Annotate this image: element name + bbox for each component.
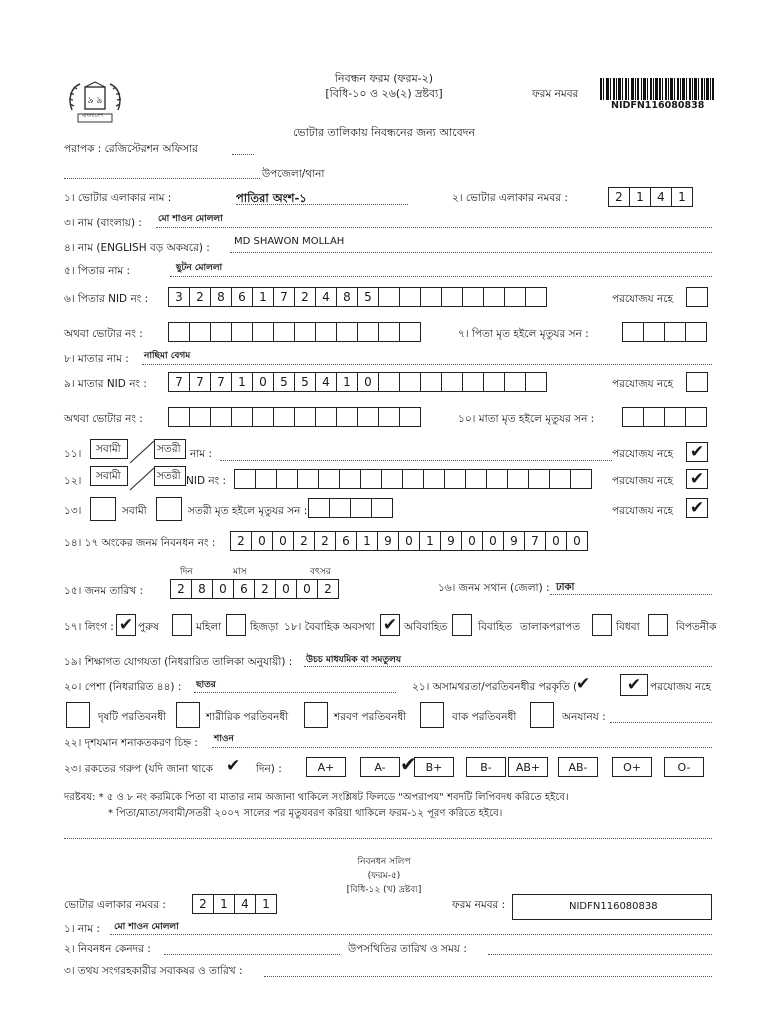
digit-box[interactable]: 1 [252,287,274,307]
digit-box[interactable]: 0 [275,579,297,599]
education-label: ১৯। শিক্ষাগত যোগযতা (নিধরারিত তালিকা অনুযায়ী) : [64,656,293,668]
blood-group-option[interactable]: B- [466,757,506,777]
digit-box[interactable] [441,287,463,307]
digit-box[interactable]: 0 [357,372,379,392]
digit-box[interactable] [399,322,421,342]
occupation-label: ২০। পেশা (নিধরারিত ৪৪) : [64,681,182,693]
digit-box[interactable] [339,469,361,489]
digit-box[interactable] [357,407,379,427]
voter-area-name-value[interactable]: পাতিরা অংশ-১ [236,191,307,205]
slip-name-label: ১। নাম : [64,923,100,935]
digit-box[interactable] [378,372,400,392]
digit-box[interactable] [420,287,442,307]
slip-form: (ফরম-৫) [367,871,401,881]
marital-married-label: বিবাহিত [478,621,513,633]
barcode-text: NIDFN116080838 [611,100,705,111]
digit-box[interactable]: 8 [191,579,213,599]
digit-box[interactable]: 7 [189,372,211,392]
mother-voter-no-label: অথবা ভোটার নং : [64,413,143,425]
digit-box[interactable] [168,322,190,342]
digit-box[interactable]: 2 [254,579,276,599]
digit-box[interactable]: 1 [356,531,378,551]
slash-divider [128,466,156,492]
slip-name-value[interactable]: মো শাওন মোললা [114,922,179,932]
digit-box[interactable] [664,407,686,427]
digit-box[interactable] [483,372,505,392]
digit-box[interactable] [297,469,319,489]
blood-group-option[interactable]: AB- [558,757,598,777]
voter-area-number-boxes[interactable] [608,187,692,207]
digit-box[interactable]: 0 [296,579,318,599]
digit-box[interactable]: 4 [315,372,337,392]
digit-box[interactable]: 0 [272,531,294,551]
digit-box[interactable] [378,407,400,427]
mother-nid-boxes[interactable] [168,372,546,392]
check-mark-icon: ✔ [689,441,705,462]
digit-box[interactable]: 8 [336,287,358,307]
name-bangla-value[interactable]: মো শাওন মোললা [158,214,223,224]
slip-center-label: ২। নিবনধন কেনদর : [64,943,151,955]
check-mark-icon: ✔ [576,674,591,694]
digit-box[interactable] [255,469,277,489]
mother-nid-na-checkbox[interactable] [686,372,708,392]
birth-reg-label: ১৪। ১৭ অংকের জনম নিবনধন নং : [64,537,216,549]
marital-divorced-checkbox[interactable] [592,614,612,636]
digit-box[interactable] [685,407,707,427]
digit-box[interactable] [360,469,382,489]
slip-form-number-label: ফরম নমবর : [452,899,506,911]
spouse-name-na-label: পরযোজয নহে [612,448,673,460]
digit-box[interactable]: 7 [524,531,546,551]
digit-box[interactable] [420,372,442,392]
spouse-death-box-2[interactable] [156,497,182,521]
spouse-wife-option[interactable]: সতরী [154,439,186,459]
digit-box[interactable] [462,287,484,307]
gender-female-checkbox[interactable] [172,614,192,636]
digit-box[interactable] [507,469,529,489]
disability-visual-label: দৃষটি পরতিবনধী [98,711,167,723]
digit-box[interactable] [685,322,707,342]
digit-box[interactable]: 0 [566,531,588,551]
digit-box[interactable] [189,407,211,427]
digit-box[interactable]: 1 [419,531,441,551]
dob-boxes[interactable] [170,579,338,599]
digit-box[interactable] [664,322,686,342]
mother-name-value[interactable]: নাছিমা বেগম [144,351,191,361]
spouse-death-num: ১৩। [64,505,82,517]
marital-divorced-label: তালাকপরাপত [520,621,581,633]
marital-status-label: ১৮। বৈবাহিক অবসথা [284,621,375,633]
digit-box[interactable]: 5 [273,372,295,392]
recipient: পরাপক : রেজিস্টেরশন অফিসার [64,143,198,155]
digit-box[interactable] [350,498,372,518]
father-voter-no-boxes[interactable] [168,322,420,342]
digit-box[interactable] [210,322,232,342]
digit-box[interactable] [231,322,253,342]
check-mark-icon: ✔ [626,674,642,695]
spouse-husband-option[interactable]: সবামী [90,439,128,459]
marital-widow-checkbox[interactable] [648,614,668,636]
father-name-label: ৫। পিতার নাম : [64,265,131,277]
digit-box[interactable]: 0 [252,372,274,392]
dob-year-caption: বৎসর [310,567,331,577]
spouse-death-year-label: সতরী মৃত হইলে মৃতুযর সন : [188,505,308,517]
gender-male-checkbox[interactable] [116,614,136,636]
spouse-name-num: ১১। [64,448,82,460]
blood-group-days: দিন) : [256,763,282,775]
father-nid-boxes[interactable] [168,287,546,307]
digit-box[interactable]: 2 [192,894,214,914]
digit-box[interactable] [378,287,400,307]
blood-group-label: ২৩। রকতের গরুপ (যদি জানা থাকে [64,763,213,775]
digit-box[interactable] [273,407,295,427]
digit-box[interactable] [423,469,445,489]
digit-box[interactable]: 6 [335,531,357,551]
digit-box[interactable]: 4 [650,187,672,207]
digit-box[interactable] [643,407,665,427]
form-title: নিবন্ধন ফরম (ফরম-২) [334,72,434,85]
mother-nid-label: ৯। মাতার NID নং : [64,378,147,390]
digit-box[interactable]: 9 [440,531,462,551]
digit-box[interactable]: 2 [230,531,252,551]
emblem-caption: বাংলাদেশ [82,113,104,119]
voter-area-number-label: ২। ভোটার এলাকার নমবর : [452,192,568,204]
digit-box[interactable] [462,372,484,392]
digit-box[interactable] [294,407,316,427]
digit-box[interactable] [444,469,466,489]
digit-box[interactable] [643,322,665,342]
marital-married-checkbox[interactable] [452,614,472,636]
digit-box[interactable] [357,322,379,342]
spouse-nid-boxes[interactable] [234,469,591,489]
slash-divider [128,439,156,465]
mother-death-year-label: ১০। মাতা মৃত হইলে মৃতুযর সন : [458,413,595,425]
disability-other-checkbox[interactable] [530,702,554,728]
digit-box[interactable] [483,287,505,307]
disability-other-label: অনযানয : [562,711,606,723]
marital-unmarried-checkbox[interactable] [380,614,400,636]
digit-box[interactable] [276,469,298,489]
digit-box[interactable]: 2 [317,579,339,599]
digit-box[interactable] [168,407,190,427]
barcode [600,78,714,100]
gender-label: ১৭। লিংগ : [64,621,114,633]
digit-box[interactable] [273,322,295,342]
spouse-death-na-label: পরযোজয নহে [612,505,673,517]
gender-male-label: পুরুষ [138,621,159,633]
digit-box[interactable]: 5 [294,372,316,392]
application-title: ভোটার তালিকায় নিবন্ধনের জন্য আবেদন [292,126,476,139]
digit-box[interactable]: 1 [671,187,693,207]
digit-box[interactable] [504,287,526,307]
disability-na-label: পরযোজয নহে [650,681,711,693]
check-mark-icon: ✔ [226,756,241,776]
father-death-year-label: ৭। পিতা মৃত হইলে মৃতুযর সন : [458,328,589,340]
digit-box[interactable] [622,407,644,427]
svg-text:৯ ৯: ৯ ৯ [87,96,103,106]
father-name-value[interactable]: ছুটন মোললা [176,263,223,273]
dob-day-caption: দিন [180,567,193,577]
digit-box[interactable] [294,322,316,342]
blood-group-option[interactable]: AB+ [508,757,548,777]
blood-group-option[interactable]: A+ [306,757,346,777]
mother-voter-no-boxes[interactable] [168,407,420,427]
check-mark-icon: ✔ [689,468,705,489]
note-1: দরষ্টবয: * ৫ ও ৮ নং করমিকে পিতা বা মাতার নাম অজানা থাকিলে সংশ্লিষট ফিলডে "অপরাপয" শবদটি লিপিবদধ করিতে হইবে। [64,792,569,803]
digit-box[interactable]: 1 [255,894,277,914]
education-value[interactable]: উচচ মাধযমিক বা সমতুলয [306,655,402,665]
spouse-death-box-1[interactable] [90,497,116,521]
father-nid-label: ৬। পিতার NID নং : [64,293,149,305]
digit-box[interactable]: 7 [168,372,190,392]
father-voter-no-label: অথবা ভোটার নং : [64,328,143,340]
check-mark-icon: ✔ [118,614,134,635]
note-2: * পিতা/মাতা/সবামী/সতরী ২০০৭ সালের পর মৃতুযবরণ করিয়া থাকিলে ফরম-১২ পূরণ করিতে হইবে। [108,808,503,819]
upazila-label: উপজেলা/থানা [262,168,325,180]
spouse-nid-num: ১২। [64,475,82,487]
digit-box[interactable]: 8 [210,287,232,307]
digit-box[interactable] [528,469,550,489]
digit-box[interactable] [549,469,571,489]
digit-box[interactable]: 1 [213,894,235,914]
voter-area-name-label: ১। ভোটার এলাকার নাম : [64,192,172,204]
digit-box[interactable] [399,372,421,392]
digit-box[interactable]: 1 [336,372,358,392]
mother-death-year-boxes[interactable] [622,407,706,427]
digit-box[interactable] [336,407,358,427]
disability-visual-checkbox[interactable] [66,702,90,728]
digit-box[interactable] [318,469,340,489]
digit-box[interactable] [336,322,358,342]
gender-hijra-label: হিজড়া [250,621,279,633]
dob-month-caption: মাস [233,567,247,577]
digit-box[interactable] [231,407,253,427]
check-mark-icon: ✔ [382,614,398,635]
digit-box[interactable] [622,322,644,342]
digit-box[interactable] [329,498,351,518]
disability-na-checkbox[interactable] [620,674,648,696]
digit-box[interactable]: 9 [503,531,525,551]
digit-box[interactable] [252,407,274,427]
disability-label: ২১। অসামথরতা/পরতিবনধীর পরকৃতি ( [412,681,578,693]
spouse-nid-label: NID নং : [186,475,227,487]
digit-box[interactable]: 1 [231,372,253,392]
spouse-nid-na-label: পরযোজয নহে [612,475,673,487]
mother-name-label: ৮। মাতার নাম : [64,353,129,365]
digit-box[interactable] [441,372,463,392]
blood-group-option[interactable]: B+ [414,757,454,777]
digit-box[interactable]: 0 [461,531,483,551]
check-mark-icon: ✔ [400,752,417,776]
digit-box[interactable] [399,287,421,307]
name-bangla-label: ৩। নাম (বাংলায়) : [64,217,142,229]
dob-label: ১৫। জনম তারিখ : [64,585,144,597]
digit-box[interactable]: 0 [212,579,234,599]
digit-box[interactable]: 6 [231,287,253,307]
digit-box[interactable] [525,372,547,392]
check-mark-icon: ✔ [689,497,705,518]
slip-collector-label: ৩। তথয সংগরহকারীর সবাকষর ও তারিখ : [64,965,243,977]
slip-form-number-box[interactable]: NIDFN116080838 [512,894,712,920]
digit-box[interactable]: 0 [545,531,567,551]
blood-group-option[interactable]: A- [360,757,400,777]
disability-physical-label: শারীরিক পরতিবনধী [206,711,289,723]
slip-attendance-label: উপসথিতির তারিখ ও সময় : [348,943,467,955]
digit-box[interactable]: 5 [357,287,379,307]
mother-nid-na-label: পরযোজয নহে [612,378,673,390]
spouse-name-na-checkbox[interactable] [686,442,708,462]
digit-box[interactable]: 2 [293,531,315,551]
digit-box[interactable]: 2 [294,287,316,307]
digit-box[interactable] [315,407,337,427]
blood-group-option[interactable]: O- [664,757,704,777]
digit-box[interactable] [465,469,487,489]
father-death-year-boxes[interactable] [622,322,706,342]
digit-box[interactable] [371,498,393,518]
disability-speech-checkbox[interactable] [420,702,444,728]
digit-box[interactable] [189,322,211,342]
spouse-death-na-checkbox[interactable] [686,498,708,518]
digit-box[interactable]: 2 [608,187,630,207]
spouse-death-year-boxes[interactable] [308,498,392,518]
name-english-value[interactable]: MD SHAWON MOLLAH [234,236,345,247]
digit-box[interactable] [210,407,232,427]
gender-hijra-checkbox[interactable] [226,614,246,636]
digit-box[interactable]: 9 [377,531,399,551]
slip-area-number-label: ভোটার এলাকার নমবর : [64,899,166,911]
gender-female-label: মহিলা [196,621,222,633]
spouse-name-label: নাম : [190,448,213,460]
occupation-value[interactable]: ছাতর [196,680,216,690]
digit-box[interactable] [381,469,403,489]
digit-box[interactable]: 2 [189,287,211,307]
disability-physical-checkbox[interactable] [176,702,200,728]
digit-box[interactable] [486,469,508,489]
digit-box[interactable]: 2 [170,579,192,599]
marital-widower-label: বিপতনীক [676,621,717,633]
digit-box[interactable] [525,287,547,307]
digit-box[interactable] [399,407,421,427]
digit-box[interactable]: 7 [210,372,232,392]
marital-widow-label: বিধবা [616,621,640,633]
slip-area-number-boxes[interactable] [192,894,276,912]
form-number-label: ফরম নমবর [532,88,579,100]
digit-box[interactable]: 4 [315,287,337,307]
digit-box[interactable]: 0 [482,531,504,551]
slip-rule: [বিধি-১২ (খ) দ্রষ্টব্য] [346,885,422,895]
blood-group-option[interactable]: O+ [612,757,652,777]
digit-box[interactable]: 3 [168,287,190,307]
digit-box[interactable] [315,322,337,342]
form-rule: [বিধি-১০ ও ২৬(২) দ্রষ্টব্য] [325,87,443,100]
slip-title: নিবনধন সলিপ [357,857,411,867]
disability-hearing-checkbox[interactable] [304,702,328,728]
birthplace-value[interactable]: ঢাকা [556,582,575,593]
spouse-nid-husband-option[interactable]: সবামী [90,466,128,486]
spouse-nid-wife-option[interactable]: সতরী [154,466,186,486]
digit-box[interactable]: 6 [233,579,255,599]
digit-box[interactable] [252,322,274,342]
disability-hearing-label: শরবণ পরতিবনধী [334,711,407,723]
digit-box[interactable] [570,469,592,489]
digit-box[interactable]: 4 [234,894,256,914]
spouse-death-husband-label: সবামী [122,505,147,517]
digit-box[interactable]: 2 [314,531,336,551]
digit-box[interactable]: 0 [251,531,273,551]
marital-unmarried-label: অবিবাহিত [404,621,448,633]
birthplace-label: ১৬। জনম সথান (জেলা) : [438,582,550,594]
name-english-label: ৪। নাম (ENGLISH বড় অকষরে) : [64,242,210,254]
identification-mark-label: ২২। দৃশযমান শনাকতকরণ চিহ্ন : [64,737,198,749]
father-nid-na-checkbox[interactable] [686,287,708,307]
disability-speech-label: বাক পরতিবনধী [452,711,517,723]
digit-box[interactable] [234,469,256,489]
digit-box[interactable] [402,469,424,489]
digit-box[interactable] [378,322,400,342]
digit-box[interactable] [308,498,330,518]
identification-mark-value[interactable]: শাওন [214,734,234,744]
digit-box[interactable]: 0 [398,531,420,551]
digit-box[interactable]: 7 [273,287,295,307]
birth-reg-boxes[interactable] [230,531,587,551]
father-nid-na-label: পরযোজয নহে [612,293,673,305]
digit-box[interactable] [504,372,526,392]
digit-box[interactable]: 1 [629,187,651,207]
spouse-nid-na-checkbox[interactable] [686,469,708,489]
